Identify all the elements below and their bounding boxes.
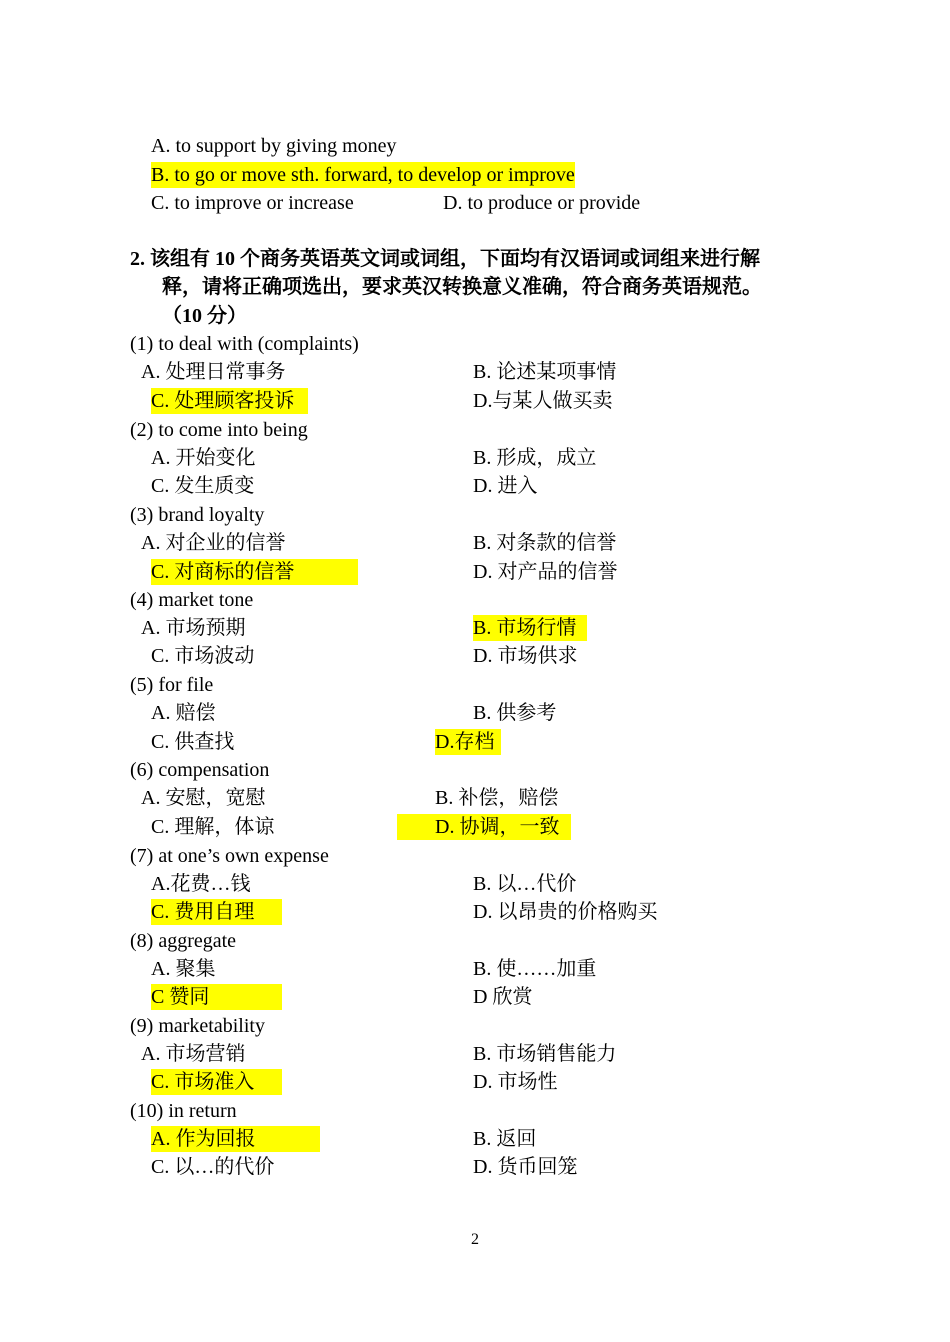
option-d-highlighted: D.存档	[435, 729, 501, 755]
option-a: A. 市场营销	[141, 1043, 246, 1065]
option-b: B. 补偿，赔偿	[435, 787, 559, 809]
section-2-heading-line-1: 2. 该组有 10 个商务英语英文词或词组，下面均有汉语词或词组来进行解	[130, 248, 760, 270]
option-d-prev: D. to produce or provide	[443, 192, 641, 214]
option-b: B. 论述某项事情	[473, 361, 617, 383]
question-stem: (5) for file	[130, 674, 214, 696]
option-c-highlighted: C 赞同	[151, 984, 282, 1010]
section-2-heading-line-3: （10 分）	[162, 305, 247, 327]
option-d: D 欣赏	[473, 986, 533, 1008]
question-stem: (10) in return	[130, 1100, 237, 1122]
option-c: C. 发生质变	[151, 475, 255, 497]
option-c: C. 以…的代价	[151, 1156, 275, 1178]
question-stem: (6) compensation	[130, 759, 270, 781]
option-d-highlighted: D. 协调，一致	[397, 814, 571, 840]
option-b: B. 形成，成立	[473, 447, 597, 469]
option-a: A.花费…钱	[151, 873, 251, 895]
option-b: B. 返回	[473, 1128, 537, 1150]
option-a-prev: A. to support by giving money	[151, 135, 397, 157]
option-a: A. 处理日常事务	[141, 361, 286, 383]
option-d: D. 市场供求	[473, 645, 578, 667]
question-stem: (8) aggregate	[130, 930, 237, 952]
section-2-heading-line-2: 释，请将正确项选出，要求英汉转换意义准确，符合商务英语规范。	[162, 276, 762, 298]
option-c-highlighted: C. 对商标的信誉	[151, 559, 358, 585]
option-c: C. 供查找	[151, 731, 235, 753]
option-d: D. 货币回笼	[473, 1156, 578, 1178]
option-a-highlighted: A. 作为回报	[151, 1126, 320, 1152]
option-d: D. 对产品的信誉	[473, 561, 618, 583]
option-a: A. 聚集	[151, 958, 216, 980]
option-b: B. 市场销售能力	[473, 1043, 617, 1065]
option-b-highlighted: B. 市场行情	[473, 615, 587, 641]
option-a: A. 赔偿	[151, 702, 216, 724]
option-b: B. 供参考	[473, 702, 557, 724]
question-stem: (2) to come into being	[130, 419, 308, 441]
option-c: C. 理解，体谅	[151, 816, 275, 838]
option-c-highlighted: C. 费用自理	[151, 899, 282, 925]
option-b-prev-highlighted: B. to go or move sth. forward, to develop or improve	[151, 164, 575, 186]
page-number: 2	[471, 1231, 479, 1248]
question-stem: (1) to deal with (complaints)	[130, 333, 359, 355]
option-d: D. 以昂贵的价格购买	[473, 901, 658, 923]
option-c-prev: C. to improve or increase	[151, 192, 354, 214]
option-a: A. 开始变化	[151, 447, 256, 469]
option-c: C. 市场波动	[151, 645, 255, 667]
question-stem: (7) at one’s own expense	[130, 845, 329, 867]
option-a: A. 对企业的信誉	[141, 532, 286, 554]
question-stem: (4) market tone	[130, 589, 254, 611]
option-c-highlighted: C. 市场准入	[151, 1069, 282, 1095]
option-b: B. 以…代价	[473, 873, 577, 895]
option-a: A. 市场预期	[141, 617, 246, 639]
option-d: D. 市场性	[473, 1071, 558, 1093]
question-stem: (9) marketability	[130, 1015, 265, 1037]
option-d: D. 进入	[473, 475, 538, 497]
option-d: D.与某人做买卖	[473, 390, 613, 412]
option-a: A. 安慰，宽慰	[141, 787, 266, 809]
option-c-highlighted: C. 处理顾客投诉	[151, 388, 308, 414]
question-stem: (3) brand loyalty	[130, 504, 265, 526]
option-b: B. 对条款的信誉	[473, 532, 617, 554]
option-b: B. 使……加重	[473, 958, 597, 980]
